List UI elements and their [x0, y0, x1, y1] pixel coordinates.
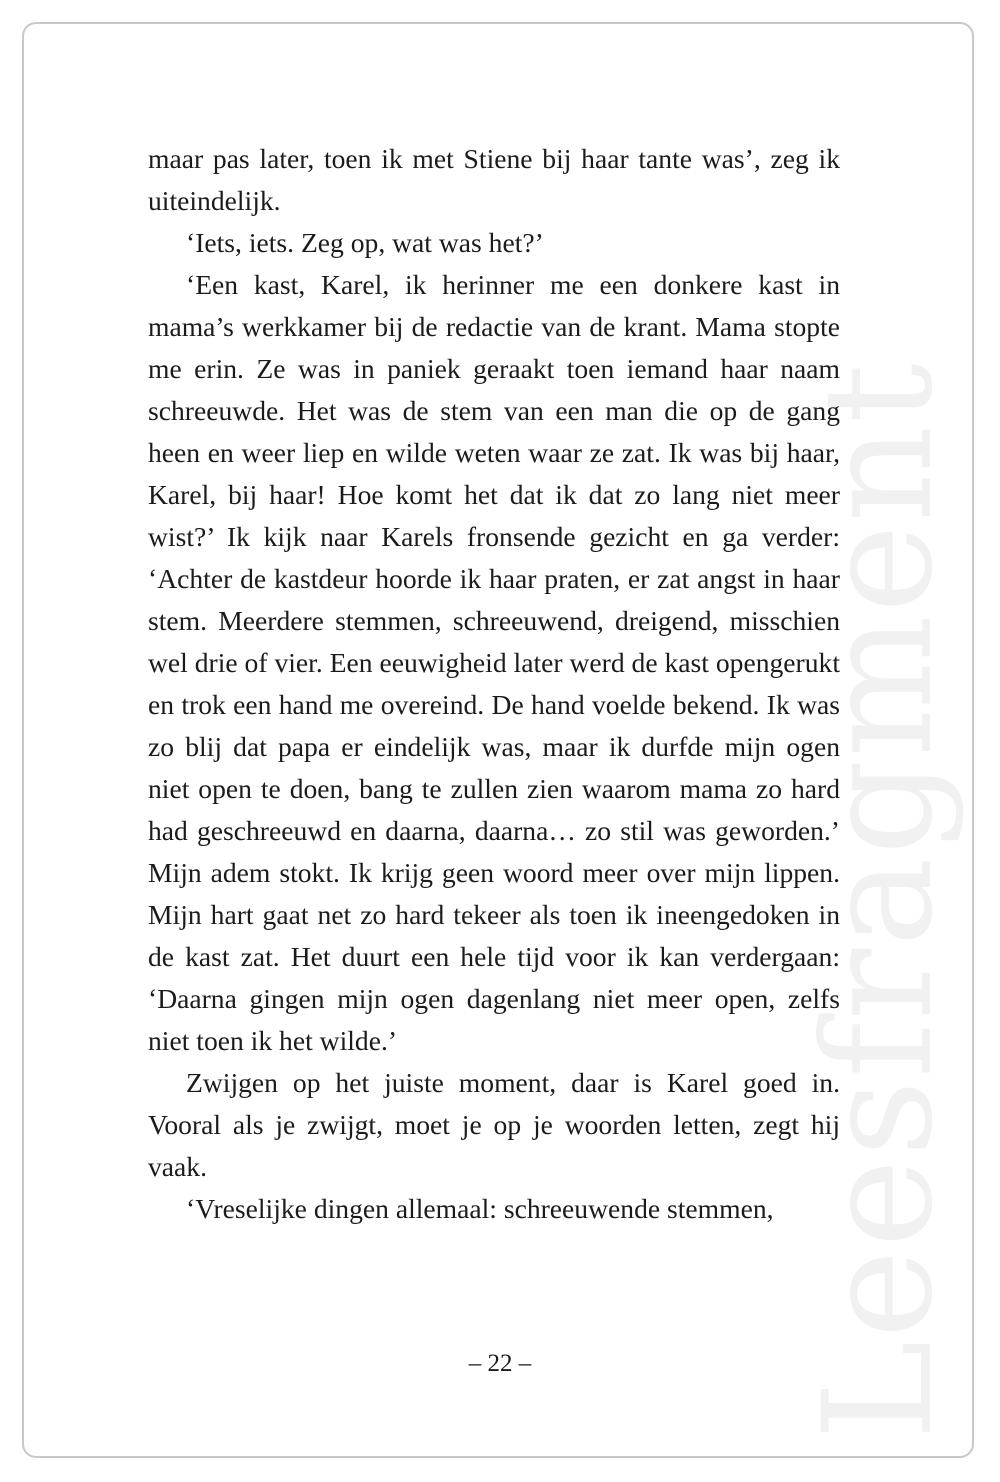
paragraph: ‘Een kast, Karel, ik herinner me een donkere kast in mama’s werkkamer bij de redactie van de krant. Mama stopte me erin. Ze was in paniek geraakt toen iemand haar naam schreeuwde. Het was de stem van een man die op de gang heen en weer liep en wilde weten waar ze zat. Ik was bij haar, Karel, bij haar! Hoe komt het dat ik dat zo lang niet meer wist?’ Ik kijk naar Karels fronsende gezicht en ga verder: ‘Achter de kastdeur hoorde ik haar praten, er zat angst in haar stem. Meerdere stemmen, schreeuwend, dreigend, misschien wel drie of vier. Een eeuwigheid later werd de kast opengerukt en trok een hand me overeind. De hand voelde bekend. Ik was zo blij dat papa er eindelijk was, maar ik durfde mijn ogen niet open te doen, bang te zullen zien waarom mama zo hard had geschreeuwd en daarna, daarna… zo stil was geworden.’ Mijn adem stokt. Ik krijg geen woord meer over mijn lippen. Mijn hart gaat net zo hard tekeer als toen ik ineengedoken in de kast zat. Het duurt een hele tijd voor ik kan verdergaan: ‘Daarna gingen mijn ogen dagenlang niet meer open, zelfs niet toen ik het wilde.’ [148, 269, 840, 1056]
paragraph-continued: maar pas later, toen ik met Stiene bij haar tante was’, zeg ik uiteindelijk. [148, 143, 840, 216]
body-text [148, 138, 840, 1230]
paragraph: ‘Vreselijke dingen allemaal: schreeuwende stemmen, [186, 1193, 774, 1224]
watermark-text: Leesfragment [792, 361, 966, 1440]
paragraph: Zwijgen op het juiste moment, daar is Karel goed in. Vooral als je zwijgt, moet je op je woorden letten, zegt hij vaak. [148, 1067, 840, 1182]
page-number: – 22 – [468, 1350, 532, 1377]
paragraph: ‘Iets, iets. Zeg op, wat was het?’ [186, 227, 544, 258]
